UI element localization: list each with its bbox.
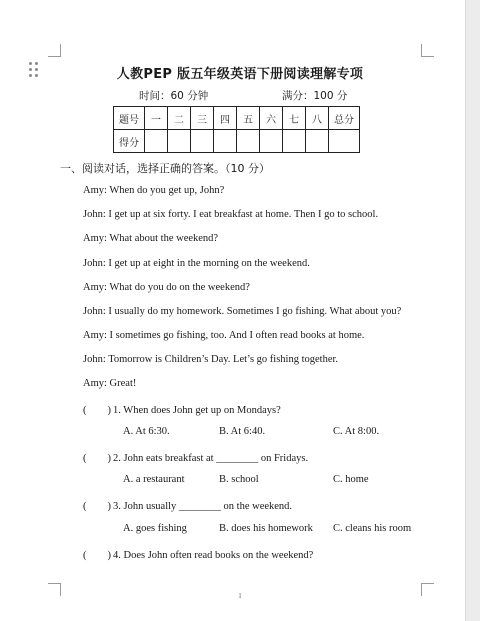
- dialogue-line: John: I get up at eight in the morning on the weekend.: [83, 258, 310, 269]
- score-cell[interactable]: [237, 130, 260, 153]
- option-c: C. home: [333, 474, 369, 485]
- score-cell[interactable]: [191, 130, 214, 153]
- answer-blank[interactable]: ( ): [83, 550, 111, 561]
- option-b: B. At 6:40.: [219, 426, 266, 437]
- dialogue-line: Amy: When do you get up, John?: [83, 185, 225, 196]
- score-cell[interactable]: [214, 130, 237, 153]
- score-table-column: 七: [283, 107, 306, 130]
- crop-mark-top-left: [48, 44, 61, 57]
- question-text: 3. John usually ________ on the weekend.: [113, 501, 293, 512]
- score-table-column: 三: [191, 107, 214, 130]
- score-cell[interactable]: [260, 130, 283, 153]
- question-4: [83, 547, 313, 562]
- score-cell[interactable]: [306, 130, 329, 153]
- option-a: A. goes fishing: [123, 523, 187, 534]
- page-title: 人教PEP 版五年级英语下册阅读理解专项: [116, 67, 364, 82]
- option-b: B. school: [219, 474, 259, 485]
- section-heading: 一、阅读对话，选择正确的答案。（10 分）: [60, 162, 270, 175]
- option-a: A. At 6:30.: [123, 426, 170, 437]
- answer-blank[interactable]: ( ): [83, 453, 111, 464]
- page-number: 1: [238, 592, 242, 600]
- time-limit: 时间：60 分钟: [139, 90, 209, 102]
- option-b: B. does his homework: [219, 523, 313, 534]
- option-c: C. cleans his room: [333, 523, 412, 534]
- score-table-column: 五: [237, 107, 260, 130]
- score-cell[interactable]: [168, 130, 191, 153]
- total-score-cell[interactable]: [329, 130, 360, 153]
- question-text: 1. When does John get up on Mondays?: [113, 405, 281, 416]
- answer-blank[interactable]: ( ): [83, 501, 111, 512]
- score-table-total-label: 总分: [329, 107, 360, 130]
- question-3: [83, 498, 292, 513]
- question-text: 2. John eats breakfast at ________ on Fridays.: [113, 453, 309, 464]
- crop-mark-top-right: [421, 44, 434, 57]
- score-table-score-row: [114, 130, 360, 153]
- score-cell[interactable]: [145, 130, 168, 153]
- score-table-column: 八: [306, 107, 329, 130]
- score-table-header-label: 题号: [114, 107, 145, 130]
- dialogue-line: Amy: What about the weekend?: [83, 233, 219, 244]
- score-table: [113, 106, 360, 153]
- dialogue-line: John: I get up at six forty. I eat breakfast at home. Then I go to school.: [83, 209, 379, 220]
- page-edge: [465, 0, 480, 621]
- full-score: 满分：100 分: [282, 90, 348, 102]
- dialogue-line: John: I usually do my homework. Sometimes I go fishing. What about you?: [83, 306, 402, 317]
- option-a: A. a restaurant: [123, 474, 185, 485]
- score-table-column: 一: [145, 107, 168, 130]
- score-table-column: 二: [168, 107, 191, 130]
- dialogue-line: Amy: I sometimes go fishing, too. And I often read books at home.: [83, 330, 365, 341]
- score-cell[interactable]: [283, 130, 306, 153]
- score-table-column: 四: [214, 107, 237, 130]
- answer-blank[interactable]: ( ): [83, 405, 111, 416]
- dialogue-line: Amy: What do you do on the weekend?: [83, 282, 250, 293]
- dialogue-line: Amy: Great!: [83, 378, 137, 389]
- score-table-column: 六: [260, 107, 283, 130]
- question-1: [83, 402, 281, 417]
- question-text: 4. Does John often read books on the weekend?: [113, 550, 314, 561]
- score-table-header-row: [114, 107, 360, 130]
- score-table-row-label: 得分: [114, 130, 145, 153]
- question-2: [83, 450, 308, 465]
- dialogue-line: John: Tomorrow is Children’s Day. Let’s go fishing together.: [83, 354, 339, 365]
- option-c: C. At 8:00.: [333, 426, 380, 437]
